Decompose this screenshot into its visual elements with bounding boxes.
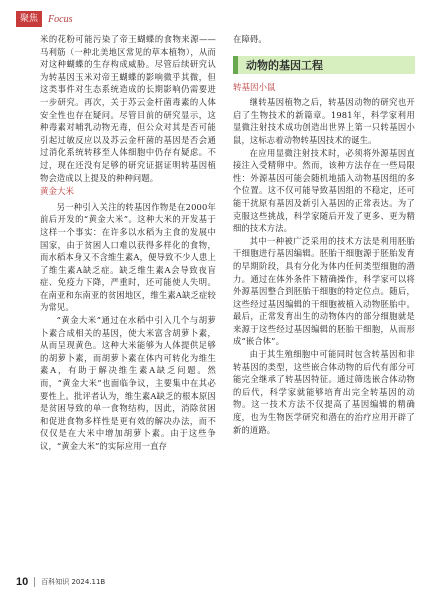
footer-divider xyxy=(34,577,35,587)
page-header xyxy=(16,10,72,28)
paragraph: 在障碍。 xyxy=(233,34,267,44)
page-footer xyxy=(16,575,105,589)
left-column xyxy=(40,33,216,453)
section-tag: 聚焦 xyxy=(16,11,42,27)
paragraph: “黄金大米”通过在水稻中引入几个与胡萝卜素合成相关的基因，使大米富含胡萝卜素，从而呈现黄色。这种大米能够为人体提供足够的胡萝卜素，而胡萝卜素在体内可转化为维生素A，有助于解决维生素A缺乏问题。然而，“黄金大米”也面临争议，主要集中在其必要性上。批评者认为，维生素A缺乏的根本原因是贫困导致的单一食物结构，因此，消除贫困和促进食物多样性是更有效的解决办法，而不仅仅是在大米中增加胡萝卜素。由于这些争议，“黄金大米”的实际应用一直存 xyxy=(40,315,216,451)
section-title-latin: Focus xyxy=(48,13,73,25)
subheading: 转基因小鼠 xyxy=(233,82,276,93)
paragraph: 在应用显微注射技术时，必须将外源基因直接注入受精卵中。然而，该种方法存在一些局限性：外源基因可能会随机地插入动物基因组的多个位置。这不仅可能导致基因组的不稳定，还可能干扰原有基因及新引入基因的正常表达。为了克服这些挑战，科学家随后开发了更多、更为精细的技术方法。 xyxy=(233,147,415,234)
subheading: 黄金大米 xyxy=(40,187,75,198)
right-column xyxy=(233,33,415,436)
page-number: 10 xyxy=(16,576,29,588)
paragraph: 其中一种被广泛采用的技术方法是利用胚胎干细胞进行基因编辑。胚胎干细胞源于胚胎发育的早期阶段，具有分化为体内任何类型细胞的潜力。通过在体外条件下精确操作，科学家可以将外源基因整合到胚胎干细胞的特定位点。随后，这些经过基因编辑的干细胞被植入动物胚胎中。最后，正常发育出生的动物体内的部分细胞就是来源于这些经过基因编辑的胚胎干细胞，从而形成“嵌合体”。 xyxy=(233,235,415,347)
paragraph: 继转基因植物之后，转基因动物的研究也开启了生物技术的新篇章。1981年，科学家利用显微注射技术成功创造出世界上第一只转基因小鼠，这标志着动物转基因技术的诞生。 xyxy=(233,97,415,145)
section-heading: 动物的基因工程 xyxy=(233,56,415,74)
paragraph: 另一种引入关注的转基因作物是在2000年前后开发的“黄金大米”。这种大米的开发基于这样一个事实：在许多以水稻为主食的发展中国家，由于贫困人口难以获得多样化的食物，而水稻本身又不含维生素A，便导致不少人患上了维生素A缺乏症。缺乏维生素A会导致夜盲症、免疫力下降，严重时，还可能使人失明。在南亚和东南亚的贫困地区，维生素A缺乏症较为常见。 xyxy=(40,201,216,313)
issue-info: 百科知识 2024.11B xyxy=(41,578,106,586)
paragraph: 由于其生殖细胞中可能同时包含转基因和非转基因的类型，这些嵌合体动物的后代有部分可能完全继承了转基因特征。通过筛选嵌合体动物的后代，科学家就能够培育出完全转基因的动物。这一技术方法不仅提高了基因编辑的精确度，也为生物医学研究和潜在的治疗应用开辟了新的道路。 xyxy=(233,349,415,435)
paragraph: 米的花粉可能污染了帝王蝴蝶的食物来源——马利筋（一种北美地区常见的草本植物），从而对这种蝴蝶的生存构成威胁。尽管后续研究认为转基因玉米对帝王蝴蝶的影响微乎其微，但这类事件对生态系统造成的长期影响仍需要进一步研究。再次，关于苏云金杆菌毒素的人体安全性也存在疑问。尽管目前的研究显示，这种毒素对哺乳动物无毒，但公众对其是否可能引起过敏反应以及苏云金杆菌的基因是否会通过消化系统转移至人体细胞中仍存有疑虑。不过，现在还没有足够的研究证据证明转基因植物会造成以上提及的种种问题。 xyxy=(40,34,216,183)
